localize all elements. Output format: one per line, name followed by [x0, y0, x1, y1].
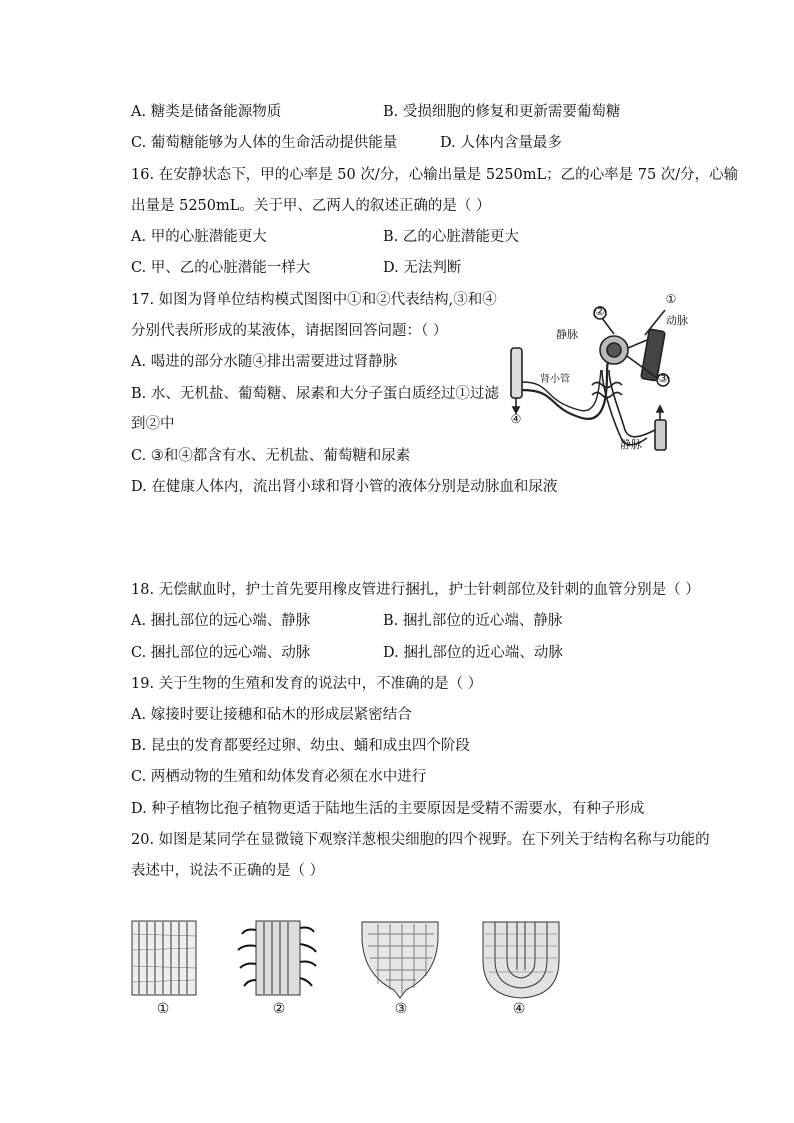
q16-stem-line2: 出量是 5250mL。关于甲、乙两人的叙述正确的是（ ）	[131, 198, 491, 214]
q17-option-c: C. ③和④都含有水、无机盐、葡萄糖和尿素	[131, 448, 411, 464]
q19-option-a: A. 嫁接时要让接穗和砧木的形成层紧密结合	[131, 707, 412, 723]
label-tubule: 肾小管	[540, 374, 570, 385]
collecting-tube	[511, 348, 522, 398]
q19-stem: 19. 关于生物的生殖和发育的说法中，不准确的是（ ）	[131, 676, 483, 692]
q17-stem-line1: 17. 如图为肾单位结构模式图图中①和②代表结构,③和④	[131, 292, 497, 308]
micrograph-label-2: ②	[272, 1001, 286, 1017]
q17-option-d: D. 在健康人体内，流出肾小球和肾小管的液体分别是动脉血和尿液	[131, 479, 558, 495]
micrograph-4-svg	[481, 920, 571, 1002]
label-3: ③	[657, 371, 669, 385]
q18-option-c: C. 捆扎部位的远心端、动脉	[131, 645, 311, 661]
q15-option-b: B. 受损细胞的修复和更新需要葡萄糖	[383, 104, 621, 120]
glomerulus	[607, 343, 621, 357]
q15-option-c: C. 葡萄糖能够为人体的生命活动提供能量	[131, 135, 398, 151]
nephron-diagram	[497, 290, 687, 455]
q16-stem-line1: 16. 在安静状态下，甲的心率是 50 次/分，心输出量是 5250mL；乙的心率是 75 次/分，心输	[131, 167, 739, 183]
label-2: ②	[594, 304, 606, 318]
label-artery: 动脉	[666, 314, 688, 327]
label-vein-top: 静脉	[556, 328, 578, 341]
vein-arrow	[657, 406, 663, 412]
artery-link	[628, 340, 647, 348]
q19-option-d: D. 种子植物比孢子植物更适于陆地生活的主要原因是受精不需要水，有种子形成	[131, 801, 645, 817]
vein-vessel	[655, 420, 666, 450]
q18-option-b: B. 捆扎部位的近心端、静脉	[383, 613, 563, 629]
micrograph-2	[232, 920, 322, 1000]
micrograph-label-3: ③	[394, 1001, 408, 1017]
q16-option-d: D. 无法判断	[383, 260, 462, 276]
q15-option-d: D. 人体内含量最多	[440, 135, 562, 151]
q15-option-a: A. 糖类是储备能源物质	[131, 104, 282, 120]
micrograph-label-4: ④	[512, 1001, 526, 1017]
tubule-path-3	[602, 370, 647, 445]
label-4: ④	[510, 412, 522, 426]
label-1: ①	[665, 292, 677, 306]
q20-stem-line2: 表述中，说法不正确的是（ ）	[131, 863, 325, 879]
q20-stem-line1: 20. 如图是某同学在显微镜下观察洋葱根尖细胞的四个视野。在下列关于结构名称与功能的	[131, 832, 710, 848]
q19-option-c: C. 两栖动物的生殖和幼体发育必须在水中进行	[131, 769, 427, 785]
q17-option-b-line1: B. 水、无机盐、葡萄糖、尿素和大分子蛋白质经过①过滤	[131, 386, 499, 402]
micrograph-4	[481, 920, 571, 1002]
micrograph-1	[131, 920, 201, 1000]
label-vein-bottom: 静脉	[620, 438, 642, 451]
micrograph-3	[358, 920, 448, 1002]
q16-option-c: C. 甲、乙的心脏潜能一样大	[131, 260, 311, 276]
q17-option-b-line2: 到②中	[131, 416, 175, 432]
q18-option-a: A. 捆扎部位的远心端、静脉	[131, 613, 311, 629]
micrograph-2-svg	[232, 920, 322, 1000]
micrograph-3-svg	[358, 920, 448, 1002]
q17-stem-line2: 分别代表所形成的某液体，请据图回答问题：（ ）	[131, 323, 448, 339]
q19-option-b: B. 昆虫的发育都要经过卵、幼虫、蛹和成虫四个阶段	[131, 738, 470, 754]
micrograph-label-1: ①	[156, 1001, 170, 1017]
q16-option-b: B. 乙的心脏潜能更大	[383, 229, 519, 245]
q18-option-d: D. 捆扎部位的近心端、动脉	[383, 645, 563, 661]
pointer-2	[602, 318, 614, 334]
q18-stem: 18. 无偿献血时，护士首先要用橡皮管进行捆扎，护士针刺部位及针刺的血管分别是（ ）	[131, 582, 700, 598]
q17-option-a: A. 喝进的部分水随④排出需要进过肾静脉	[131, 354, 398, 370]
q16-option-a: A. 甲的心脏潜能更大	[131, 229, 267, 245]
micrograph-1-svg	[131, 920, 201, 1000]
